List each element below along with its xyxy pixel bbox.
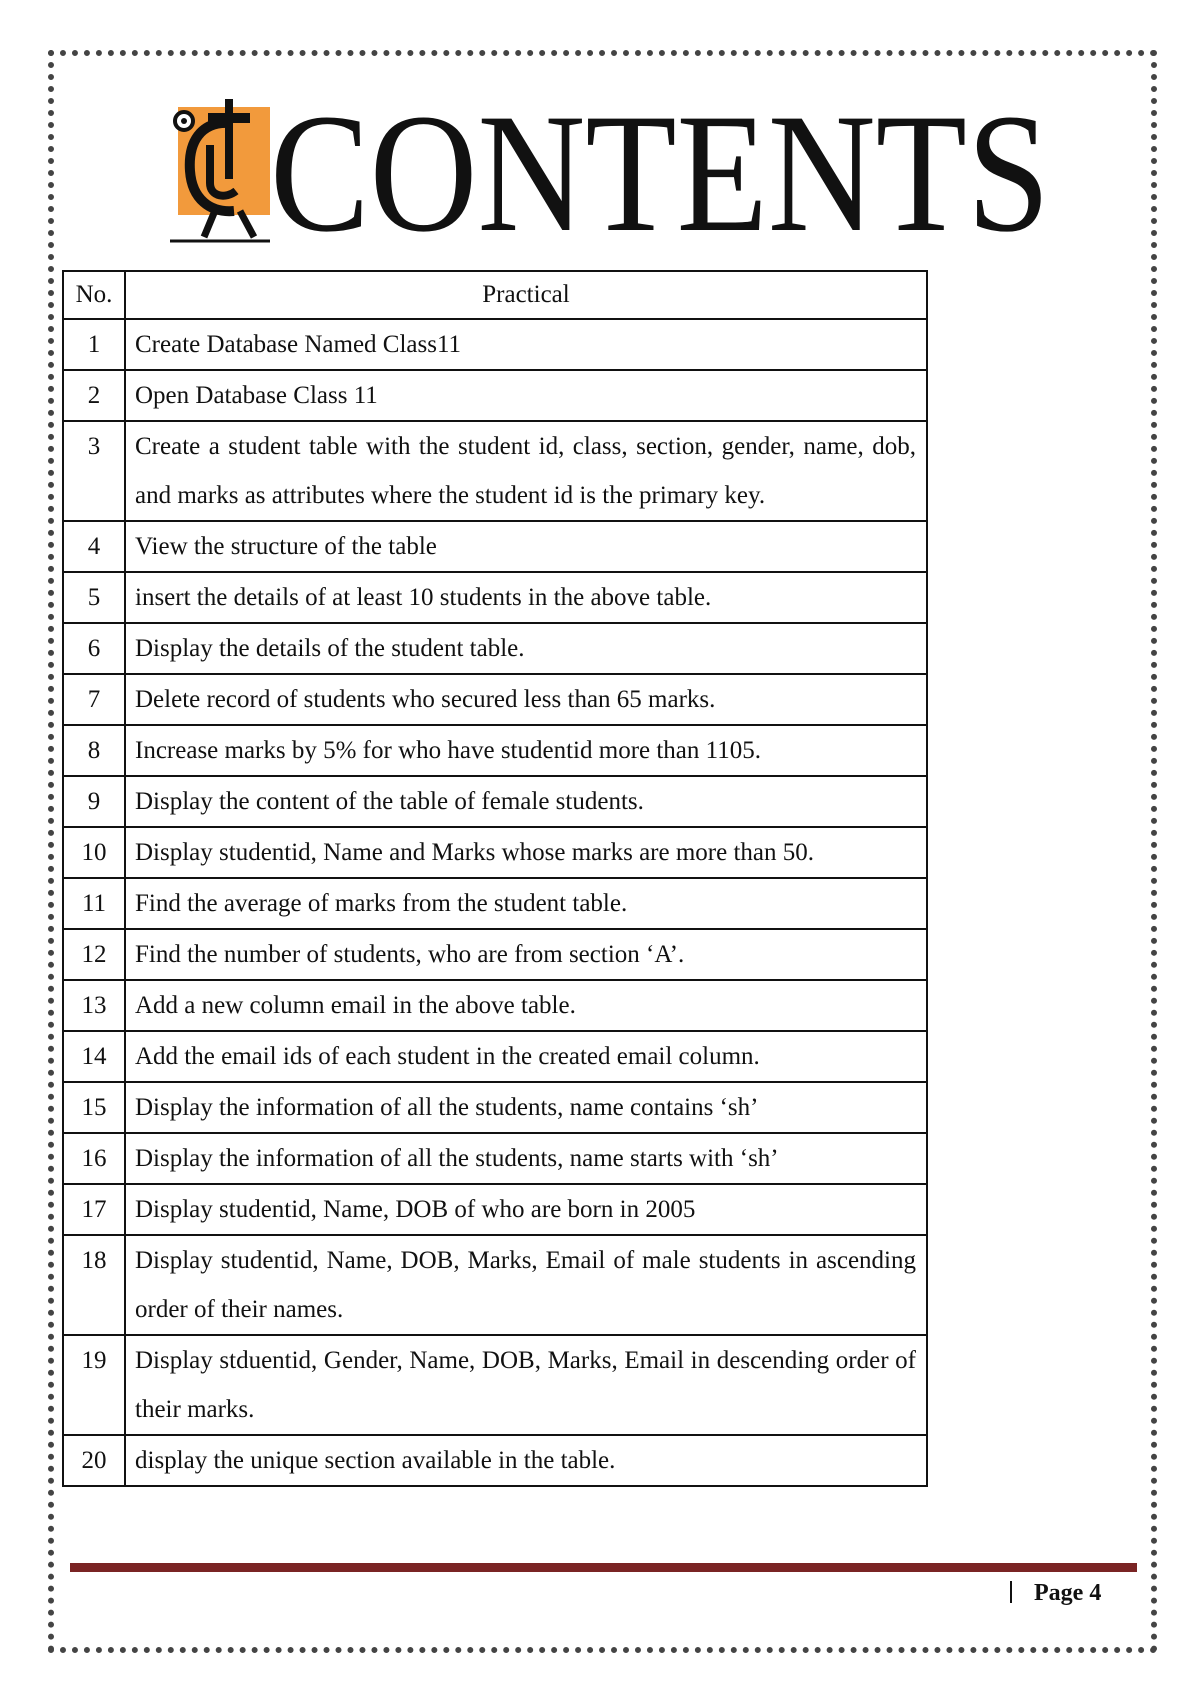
- row-number: 15: [63, 1082, 125, 1133]
- practical-description: Add the email ids of each student in the created email column.: [125, 1031, 927, 1082]
- practical-description: Display studentid, Name and Marks whose marks are more than 50.: [125, 827, 927, 878]
- practical-description: insert the details of at least 10 students in the above table.: [125, 572, 927, 623]
- page-title: [270, 70, 1070, 250]
- practical-description: display the unique section available in the table.: [125, 1435, 927, 1486]
- table-row: [63, 1133, 927, 1184]
- row-number: 7: [63, 674, 125, 725]
- practical-description: Display the information of all the students, name contains ‘sh’: [125, 1082, 927, 1133]
- row-number: 4: [63, 521, 125, 572]
- row-number: 16: [63, 1133, 125, 1184]
- table-row: [63, 1335, 927, 1435]
- clamp-mascot-icon: [170, 95, 282, 245]
- practical-description: Create Database Named Class11: [125, 319, 927, 370]
- table-row: [63, 421, 927, 521]
- row-number: 6: [63, 623, 125, 674]
- row-number: 1: [63, 319, 125, 370]
- practical-description: Increase marks by 5% for who have studentid more than 1105.: [125, 725, 927, 776]
- table-row: [63, 319, 927, 370]
- footer-divider: [1010, 1581, 1012, 1603]
- table-row: [63, 370, 927, 421]
- practical-description: Delete record of students who secured less than 65 marks.: [125, 674, 927, 725]
- practical-description: Display the details of the student table.: [125, 623, 927, 674]
- table-row: [63, 827, 927, 878]
- practical-description: Find the average of marks from the student table.: [125, 878, 927, 929]
- practical-description: Display studentid, Name, DOB of who are born in 2005: [125, 1184, 927, 1235]
- practical-description: Display the information of all the students, name starts with ‘sh’: [125, 1133, 927, 1184]
- row-number: 3: [63, 421, 125, 521]
- row-number: 20: [63, 1435, 125, 1486]
- practical-description: Create a student table with the student id, class, section, gender, name, dob, and marks as attributes where the student id is the primary key.: [125, 421, 927, 521]
- contents-table: [62, 270, 928, 1487]
- row-number: 17: [63, 1184, 125, 1235]
- row-number: 5: [63, 572, 125, 623]
- row-number: 14: [63, 1031, 125, 1082]
- practical-description: Open Database Class 11: [125, 370, 927, 421]
- table-row: [63, 1435, 927, 1486]
- row-number: 12: [63, 929, 125, 980]
- practical-description: Display studentid, Name, DOB, Marks, Email of male students in ascending order of their names.: [125, 1235, 927, 1335]
- practical-description: Display the content of the table of female students.: [125, 776, 927, 827]
- row-number: 10: [63, 827, 125, 878]
- table-row: [63, 980, 927, 1031]
- row-number: 9: [63, 776, 125, 827]
- practical-description: Add a new column email in the above table.: [125, 980, 927, 1031]
- svg-text:CONTENTS: CONTENTS: [270, 79, 1050, 250]
- table-row: [63, 878, 927, 929]
- table-row: [63, 929, 927, 980]
- row-number: 8: [63, 725, 125, 776]
- row-number: 18: [63, 1235, 125, 1335]
- practical-description: Find the number of students, who are from section ‘A’.: [125, 929, 927, 980]
- row-number: 13: [63, 980, 125, 1031]
- practical-description: View the structure of the table: [125, 521, 927, 572]
- footer-rule: [70, 1563, 1137, 1572]
- row-number: 11: [63, 878, 125, 929]
- table-row: [63, 674, 927, 725]
- table-row: [63, 572, 927, 623]
- table-row: [63, 521, 927, 572]
- table-row: [63, 1184, 927, 1235]
- page-footer: [1010, 1580, 1101, 1607]
- table-row: [63, 776, 927, 827]
- row-number: 19: [63, 1335, 125, 1435]
- column-header-no: No.: [63, 271, 125, 319]
- table-row: [63, 1031, 927, 1082]
- practical-description: Display stduentid, Gender, Name, DOB, Marks, Email in descending order of their marks.: [125, 1335, 927, 1435]
- table-row: [63, 1082, 927, 1133]
- table-row: [63, 623, 927, 674]
- table-row: [63, 725, 927, 776]
- table-header-row: [63, 271, 927, 319]
- row-number: 2: [63, 370, 125, 421]
- table-row: [63, 1235, 927, 1335]
- column-header-practical: Practical: [125, 271, 927, 319]
- page-number: Page 4: [1034, 1580, 1102, 1606]
